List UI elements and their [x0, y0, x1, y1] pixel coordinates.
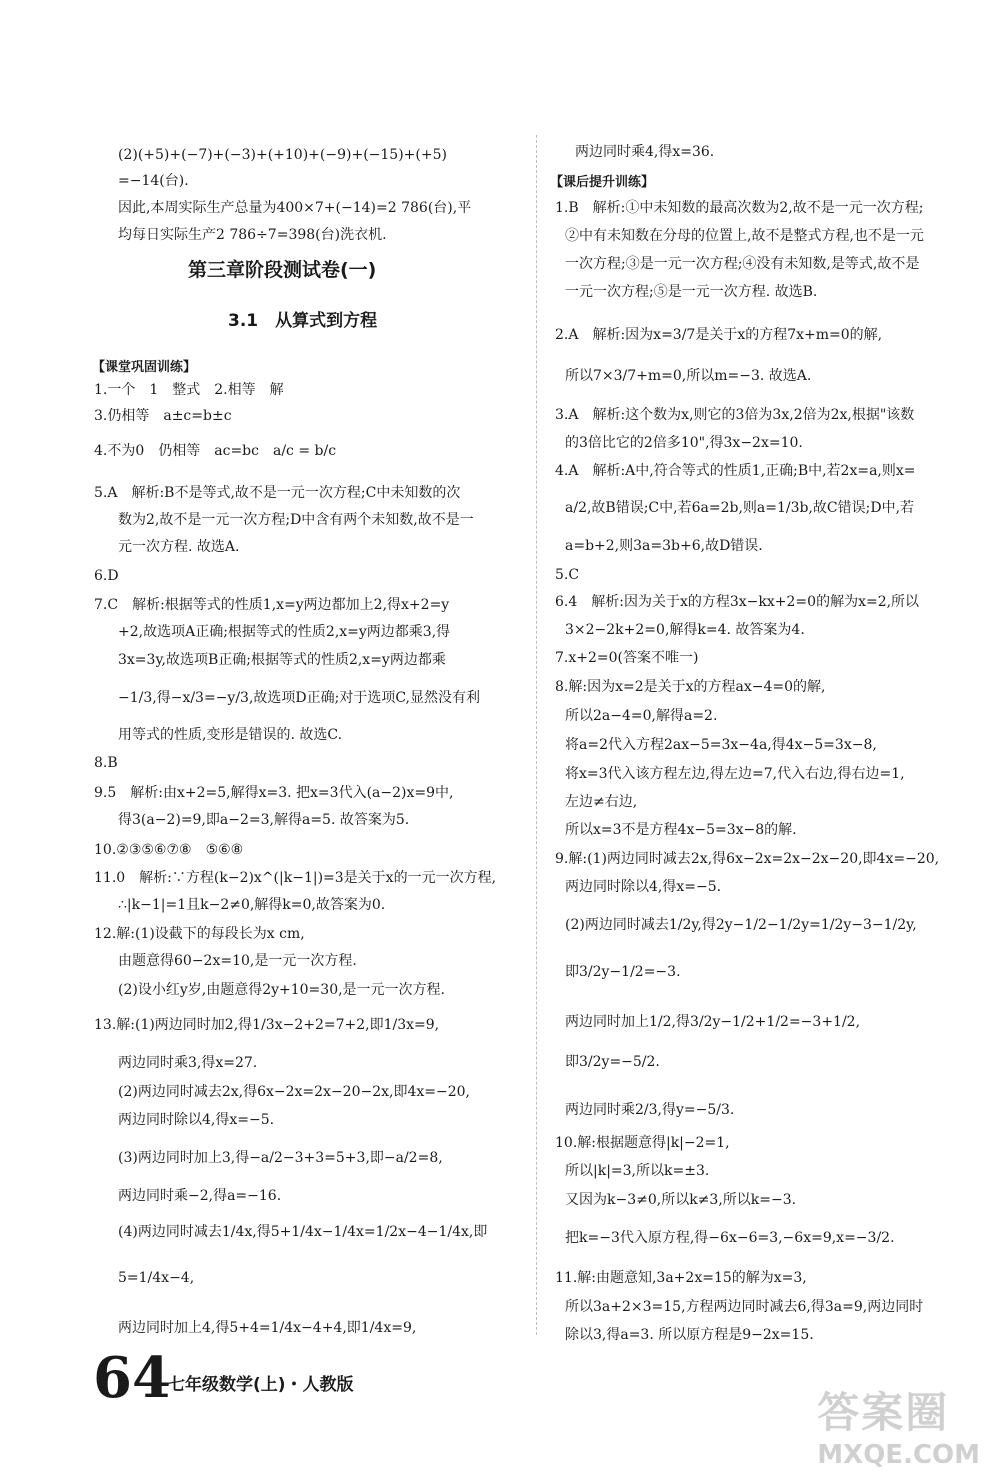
left-line-0: (2)(+5)+(−7)+(−3)+(+10)+(−9)+(−15)+(+5)	[118, 147, 447, 163]
left-line-1: =−14(台).	[118, 173, 189, 189]
section-heading-classroom: 【课堂巩固训练】	[92, 360, 197, 375]
right-line-6: 所以7×3/7+m=0,所以m=−3. 故选A.	[565, 368, 812, 384]
left-line-28: 两边同时除以4,得x=−5.	[118, 1112, 275, 1128]
left-line-20: 11.0 解析:∵方程(k−2)x^(|k−1|)=3是关于x的一元一次方程,	[94, 870, 497, 886]
book-title: 七年级数学(上)・人教版	[168, 1375, 354, 1395]
page-number: 64	[93, 1345, 171, 1411]
left-line-15: 用等式的性质,变形是错误的. 故选C.	[118, 727, 343, 743]
left-line-11: 7.C 解析:根据等式的性质1,x=y两边都加上2,得x+2=y	[94, 597, 450, 613]
left-line-26: 两边同时乘3,得x=27.	[118, 1055, 258, 1071]
right-line-3: 一次方程;③是一元一次方程;④没有未知数,是等式,故不是	[565, 256, 920, 272]
section-subtitle: 3.1 从算式到方程	[228, 311, 378, 331]
left-line-27: (2)两边同时减去2x,得6x−2x=2x−20−2x,即4x=−20,	[118, 1084, 471, 1100]
section-heading-homework: 【课后提升训练】	[550, 175, 655, 190]
left-line-8: 数为2,故不是一元一次方程;D中含有两个未知数,故不是一	[118, 512, 474, 528]
left-line-31: (4)两边同时减去1/4x,得5+1/4x−1/4x=1/2x−4−1/4x,即	[118, 1224, 488, 1240]
right-line-17: 所以2a−4=0,解得a=2.	[565, 708, 718, 724]
watermark	[817, 1380, 980, 1470]
watermark-url: MXQE.COM	[817, 1440, 980, 1470]
right-line-2: ②中有未知数在分母的位置上,故不是整式方程,也不是一元	[565, 228, 924, 244]
left-line-18: 得3(a−2)=9,即a−2=3,解得a=5. 故答案为5.	[118, 812, 410, 828]
right-line-24: (2)两边同时减去1/2y,得2y−1/2−1/2y=1/2y−3−1/2y,	[565, 917, 917, 933]
right-line-18: 将a=2代入方程2ax−5=3x−4a,得4x−5=3x−8,	[565, 737, 877, 753]
right-line-15: 7.x+2=0(答案不唯一)	[555, 650, 699, 666]
left-line-12: +2,故选项A正确;根据等式的性质2,x=y两边都乘3,得	[118, 624, 451, 640]
left-line-7: 5.A 解析:B不是等式,故不是一元一次方程;C中未知数的次	[94, 485, 461, 501]
right-line-5: 2.A 解析:因为x=3/7是关于x的方程7x+m=0的解,	[555, 327, 883, 343]
right-line-0: 两边同时乘4,得x=36.	[575, 144, 715, 160]
right-line-23: 两边同时除以4,得x=−5.	[565, 879, 722, 895]
right-line-7: 3.A 解析:这个数为x,则它的3倍为3x,2倍为2x,根据"该数	[555, 407, 915, 423]
right-line-25: 即3/2y−1/2=−3.	[565, 964, 681, 980]
right-line-31: 又因为k−3≠0,所以k≠3,所以k=−3.	[565, 1192, 797, 1208]
left-line-10: 6.D	[94, 568, 119, 584]
left-line-5: 3.仍相等 a±c=b±c	[94, 408, 232, 424]
right-line-22: 9.解:(1)两边同时减去2x,得6x−2x=2x−2x−20,即4x=−20,	[555, 851, 940, 867]
right-line-35: 除以3,得a=3. 所以原方程是9−2x=15.	[565, 1327, 814, 1343]
right-line-8: 的3倍比它的2倍多10",得3x−2x=10.	[565, 435, 803, 451]
right-line-12: 5.C	[555, 567, 580, 583]
right-line-10: a/2,故B错误;C中,若6a=2b,则a=1/3b,故C错误;D中,若	[565, 500, 915, 516]
left-line-19: 10.②③⑤⑥⑦⑧ ⑤⑥⑧	[94, 842, 244, 858]
left-line-13: 3x=3y,故选项B正确;根据等式的性质2,x=y两边都乘	[118, 652, 446, 668]
left-line-24: (2)设小红y岁,由题意得2y+10=30,是一元一次方程.	[118, 982, 445, 998]
right-line-33: 11.解:由题意知,3a+2x=15的解为x=3,	[555, 1270, 807, 1286]
right-line-14: 3×2−2k+2=0,解得k=4. 故答案为4.	[565, 622, 805, 638]
right-line-29: 10.解:根据题意得|k|−2=1,	[555, 1135, 730, 1151]
left-line-17: 9.5 解析:由x+2=5,解得x=3. 把x=3代入(a−2)x=9中,	[94, 785, 454, 801]
left-line-29: (3)两边同时加上3,得−a/2−3+3=5+3,即−a/2=8,	[118, 1150, 443, 1166]
left-line-2: 因此,本周实际生产总量为400×7+(−14)=2 786(台),平	[118, 200, 472, 216]
left-line-33: 两边同时加上4,得5+4=1/4x−4+4,即1/4x=9,	[118, 1320, 417, 1336]
left-line-14: −1/3,得−x/3=−y/3,故选项D正确;对于选项C,显然没有利	[118, 690, 481, 706]
right-line-20: 左边≠右边,	[565, 794, 638, 810]
right-line-9: 4.A 解析:A中,符合等式的性质1,正确;B中,若2x=a,则x=	[555, 463, 916, 479]
watermark-logo: 答案圈	[817, 1388, 950, 1437]
right-line-32: 把k=−3代入原方程,得−6x−6=3,−6x=9,x=−3/2.	[565, 1230, 895, 1246]
left-line-4: 1.一个 1 整式 2.相等 解	[94, 382, 284, 398]
left-line-16: 8.B	[94, 755, 118, 771]
left-line-25: 13.解:(1)两边同时加2,得1/3x−2+2=7+2,即1/3x=9,	[94, 1017, 440, 1033]
right-line-26: 两边同时加上1/2,得3/2y−1/2+1/2=−3+1/2,	[565, 1014, 861, 1030]
right-line-4: 一元一次方程;⑤是一元一次方程. 故选B.	[565, 284, 818, 300]
left-line-6: 4.不为0 仍相等 ac=bc a/c = b/c	[94, 443, 337, 459]
left-line-22: 12.解:(1)设截下的每段长为x cm,	[94, 926, 305, 942]
left-line-3: 均每日实际生产2 786÷7=398(台)洗衣机.	[118, 227, 387, 243]
right-line-21: 所以x=3不是方程4x−5=3x−8的解.	[565, 822, 797, 838]
right-line-11: a=b+2,则3a=3b+6,故D错误.	[565, 538, 763, 554]
right-column	[540, 0, 1000, 1471]
left-line-32: 5=1/4x−4,	[118, 1270, 195, 1286]
right-line-19: 将x=3代入该方程左边,得左边=7,代入右边,得右边=1,	[565, 766, 905, 782]
right-line-16: 8.解:因为x=2是关于x的方程ax−4=0的解,	[555, 679, 826, 695]
right-line-27: 即3/2y=−5/2.	[565, 1054, 660, 1070]
left-line-21: ∴|k−1|=1且k−2≠0,解得k=0,故答案为0.	[118, 897, 386, 913]
right-line-34: 所以3a+2×3=15,方程两边同时减去6,得3a=9,两边同时	[565, 1299, 924, 1315]
right-line-28: 两边同时乘2/3,得y=−5/3.	[565, 1102, 735, 1118]
left-line-23: 由题意得60−2x=10,是一元一次方程.	[118, 953, 357, 969]
column-divider	[536, 135, 537, 1335]
left-line-9: 元一次方程. 故选A.	[118, 539, 240, 555]
left-line-30: 两边同时乘−2,得a=−16.	[118, 1188, 282, 1204]
right-line-13: 6.4 解析:因为关于x的方程3x−kx+2=0的解为x=2,所以	[555, 594, 920, 610]
right-line-1: 1.B 解析:①中未知数的最高次数为2,故不是一元一次方程;	[555, 200, 924, 216]
page-title: 第三章阶段测试卷(一)	[188, 259, 377, 281]
right-line-30: 所以|k|=3,所以k=±3.	[565, 1163, 710, 1179]
